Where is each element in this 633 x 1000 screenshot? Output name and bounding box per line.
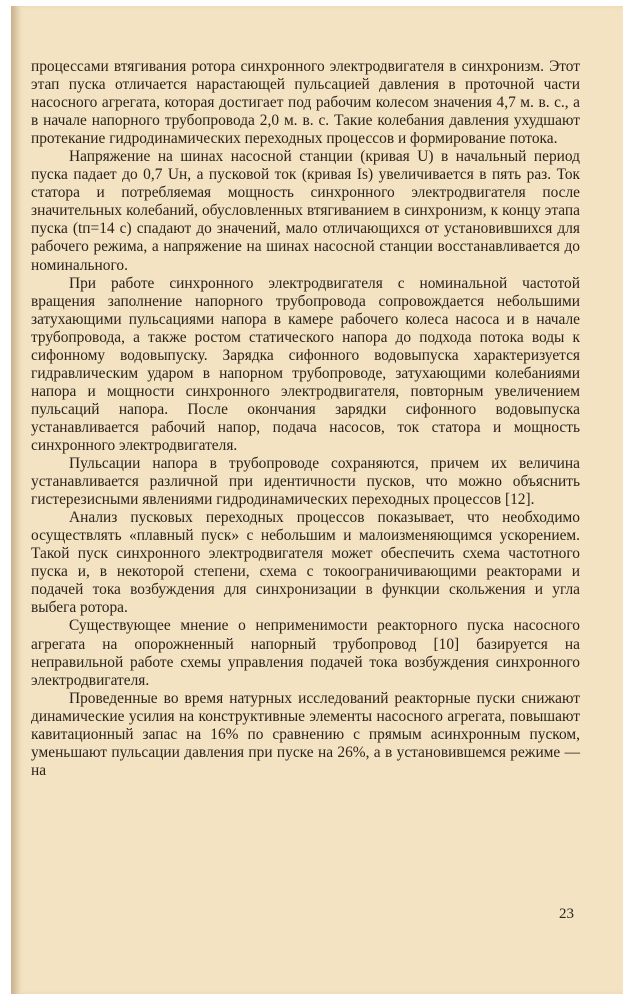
paragraph-analysis: Анализ пусковых переходных процессов показывает, что необходимо осуществлять «плавный пуск» с небольшим и малоизменяющимся ускорением. Такой пуск синхронного электродвигателя может обеспечить схема частотного пуска и, в некоторой степени, схема с токоограничивающими реакторами и подачей тока возбуждения для синхронизации в функции скольжения и угла выбега ротора. [31, 509, 580, 617]
paragraph-nominal-speed: При работе синхронного электродвигателя с номинальной частотой вращения заполнение напорного трубопровода сопровождается небольшими затухающими пульсациями напора в камере рабочего колеса насоса и в начале трубопровода, а также ростом статического напора до подхода потока воды к сифонному водовыпуску. Зарядка сифонного водовыпуска характеризуется гидравлическим ударом в напорном трубопроводе, затухающими колебаниями напора и мощности синхронного электродвигателя, повторным увеличением пульсаций напора. После окончания зарядки сифонного водовыпуска устанавливается рабочий напор, подача насосов, ток статора и мощность синхронного электродвигателя. [31, 274, 580, 454]
paragraph-pulsations: Пульсации напора в трубопроводе сохраняются, причем их величина устанавливается различной при идентичности пусков, что можно объяснить гистерезисными явлениями гидродинамических переходных процессов [12]. [31, 455, 580, 509]
body-text [31, 58, 580, 780]
paragraph-continuation: процессами втягивания ротора синхронного электродвигателя в синхронизм. Этот этап пуска отличается нарастающей пульсацией давления в проточной части насосного агрегата, которая достигает под рабочим колесом значения 4,7 м. в. с., а в начале напорного трубопровода 2,0 м. в. с. Такие колебания давления ухудшают протекание гидродинамических переходных процессов и формирование потока. [31, 58, 580, 148]
paragraph-reactor-starts: Проведенные во время натурных исследований реакторные пуски снижают динамические усилия на конструктивные элементы насосного агрегата, повышают кавитационный запас на 16% по сравнению с прямым асинхронным пуском, уменьшают пульсации давления при пуске на 26%, а в установившемся режиме — на [31, 689, 580, 779]
page-binding-shadow [11, 6, 21, 994]
page-number: 23 [559, 906, 574, 922]
paragraph-voltage: Напряжение на шинах насосной станции (кривая U) в начальный период пуска падает до 0,7 Uн, а пусковой ток (кривая Is) увеличивается в пять раз. Ток статора и потребляемая мощность синхронного электродвигателя после значительных колебаний, обусловленных втягиванием в синхронизм, к концу этапа пуска (tп=14 с) спадают до значений, мало отличающихся от установившихся для рабочего режима, а напряжение на шинах насосной станции восстанавливается до номинального. [31, 148, 580, 274]
book-page [11, 6, 623, 994]
paragraph-existing-opinion: Существующее мнение о неприменимости реакторного пуска насосного агрегата на опорожненный напорный трубопровод [10] базируется на неправильной работе схемы управления подачей тока возбуждения синхронного электродвигателя. [31, 617, 580, 689]
